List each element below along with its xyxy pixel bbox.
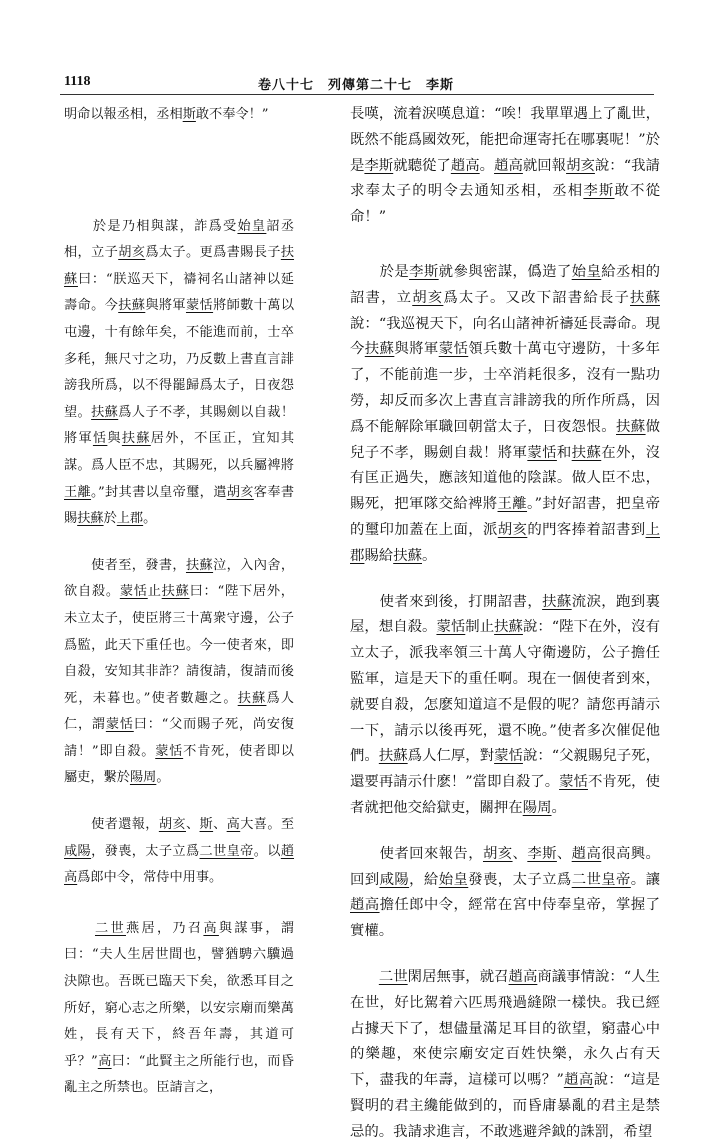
text-run: 說：“我巡視天下，向名山諸神祈禱延長壽命。現今 [350, 315, 660, 358]
text-run [350, 969, 379, 985]
text-run: 不肯死，使者就把他交給獄吏，關押在 [350, 774, 660, 816]
text-run: 使者回來報告， [350, 845, 483, 862]
text-run: 。 [479, 157, 495, 174]
right-paragraph-5 [350, 965, 660, 1145]
proper-name: 恬 [92, 431, 108, 447]
text-run: 於 [103, 511, 117, 527]
text-run: 曰：“父而賜子死，尚安復請！”即自殺。 [64, 717, 294, 759]
text-run: ，發喪，太子立爲 [91, 843, 200, 859]
text-run: 和 [556, 444, 572, 461]
proper-name: 扶蘇 [237, 690, 267, 706]
text-run: 做兒子不孝，賜劍自裁！將軍 [350, 418, 660, 461]
proper-name: 趙高 [563, 1072, 594, 1089]
text-run: 燕居，乃召 [125, 920, 204, 936]
proper-name: 高 [226, 817, 241, 833]
text-run: 爲人仁，謂 [64, 690, 294, 733]
text-run: 說：“父親賜兒子死，還要再請示什麽！”當即自殺了。 [350, 748, 660, 791]
text-run: 大喜。至 [240, 817, 295, 833]
text-run: 與將軍 [394, 341, 439, 358]
translation-text-column [350, 102, 660, 1145]
text-run: 與 [107, 431, 122, 447]
proper-name: 扶蘇 [616, 418, 646, 435]
proper-name: 二世皇帝 [571, 871, 631, 888]
text-run: 。以 [253, 843, 281, 859]
text-run: 詔丞相，立子 [64, 218, 295, 261]
proper-name: 胡亥 [118, 245, 146, 261]
proper-name: 胡亥 [482, 845, 513, 862]
proper-name: 蒙恬 [527, 444, 557, 461]
proper-name: 蒙恬 [105, 717, 134, 733]
text-run: 客奉書賜 [64, 484, 295, 527]
text-run: 在外，沒有匡正過失，應該知道他的陰謀。做人臣不忠，賜死，把軍隊交給裨將 [350, 444, 660, 513]
proper-name: 扶蘇 [118, 298, 146, 314]
text-run: 長嘆，流着淚嘆息道：“唉！我單單遇上了亂世，既然不能爲國效死，能把命運寄托在哪裏呢！”於是 [350, 106, 660, 174]
proper-name: 蒙恬 [119, 584, 148, 600]
text-run: 止 [147, 584, 162, 600]
proper-name: 二世 [94, 920, 126, 936]
left-paragraph-2 [64, 214, 294, 533]
proper-name: 陽周 [129, 770, 157, 786]
page-number: 1118 [64, 74, 91, 89]
left-paragraph-3 [64, 553, 294, 792]
text-run: 使者至，發書， [64, 557, 186, 573]
text-run: 制止 [465, 619, 495, 636]
proper-name: 蒙恬 [436, 619, 466, 636]
proper-name: 蒙恬 [438, 341, 469, 358]
proper-name: 王離 [64, 484, 92, 500]
proper-name: 蒙恬 [155, 743, 184, 759]
text-run: 曰：“朕巡天下，禱祠名山諸神以延壽命。今 [64, 271, 294, 314]
left-paragraph-5 [64, 916, 294, 1102]
proper-name: 扶蘇 [393, 547, 422, 564]
proper-name: 扶蘇 [64, 245, 295, 287]
proper-name: 胡亥 [566, 157, 595, 174]
right-paragraph-3 [350, 590, 660, 822]
text-run: 。 [551, 799, 566, 816]
text-run: 擔任郎中令，經常在宮中侍奉皇帝，掌握了實權。 [350, 897, 660, 940]
text-run: 使者來到後，打開詔書， [350, 593, 543, 610]
left-paragraph-1 [64, 102, 294, 129]
text-run: 不肯死，使者即以屬吏，繫於 [64, 743, 294, 786]
text-run: 爲人仁厚，對 [407, 748, 495, 765]
text-run: 說：“我請求奉太子的明令去通知丞相，丞相 [350, 157, 660, 200]
text-run: 於是乃相與謀，詐爲受 [64, 218, 238, 234]
proper-name: 扶蘇 [185, 557, 214, 573]
proper-name: 胡亥 [412, 289, 444, 306]
text-run: 。讓 [630, 871, 660, 888]
right-paragraph-2 [350, 260, 660, 570]
proper-name: 扶蘇 [494, 619, 523, 636]
right-paragraph-4 [350, 842, 660, 945]
proper-name: 蒙恬 [494, 748, 523, 765]
proper-name: 高 [203, 920, 219, 936]
text-run: 說：“這是賢明的君主纔能做到的，而昏庸暴亂的君主是禁忌的。我請求進言，不敢逃避斧鉞的誅罰，希望 [350, 1072, 660, 1140]
text-run: 就參與密謀，僞造了 [438, 263, 572, 280]
text-run: 。”封好詔書，把皇帝的璽印加蓋在上面，派 [350, 496, 660, 538]
proper-name: 高 [97, 1053, 112, 1069]
text-run: 。 [143, 511, 157, 527]
text-run: 給丞相的詔書，立 [350, 263, 660, 306]
text-run: 、 [185, 817, 200, 833]
text-run: 流淚，跑到裏屋，想自殺。 [350, 593, 660, 636]
text-run: 將師數十萬以屯邊，十有餘年矣，不能進而前，士卒多秏，無尺寸之功，乃反數上書直言誹謗我所爲，以不得罷歸爲太子，日夜怨望。 [64, 298, 295, 420]
proper-name: 趙高 [571, 845, 602, 862]
proper-name: 趙高 [494, 157, 523, 174]
text-run: 很高興。回到 [350, 845, 660, 888]
text-run: 與謀事，謂曰：“夫人生居世間也，譬猶騁六驥過決隙也。吾既已臨天下矣，欲悉耳目之所好，窮心志之所樂，以安宗廟而樂萬姓，長有天下，終吾年壽，其道可乎？” [64, 920, 295, 1069]
proper-name: 二世皇帝 [199, 843, 254, 859]
text-run: 敢不奉令！” [195, 107, 269, 122]
text-run: 就回報 [522, 157, 567, 174]
text-run: 就聽從了 [393, 157, 451, 174]
proper-name: 扶蘇 [364, 341, 395, 358]
proper-name: 趙高 [450, 157, 480, 174]
running-header: 卷八十七 列傳第二十七 李斯 [258, 78, 455, 93]
text-run: 領兵數十萬屯守邊防，十多年了，不能前進一步，士卒消耗很多，沒有一點功勞，却反而多次上書直言誹謗我的所作所爲，因爲不能解除軍職回朝當太子，日夜怨恨。 [350, 341, 660, 435]
text-run [64, 921, 95, 936]
proper-name: 蒙恬 [559, 774, 588, 791]
proper-name: 始皇 [438, 871, 469, 888]
text-run: 、 [213, 817, 227, 833]
proper-name: 李斯 [364, 157, 394, 174]
text-run: 、 [556, 845, 572, 862]
text-run: 居外，不匡正，宜知其謀。爲人臣不忠，其賜死，以兵屬裨將 [64, 431, 295, 473]
proper-name: 扶蘇 [571, 444, 602, 461]
text-run: 的門客捧着詔書到 [527, 521, 646, 538]
text-run: 爲太子。更爲書賜長子 [145, 245, 281, 261]
text-run: 爲郎中令，常侍中用事。 [77, 870, 223, 886]
proper-name: 陽周 [522, 799, 552, 816]
text-run: 賜給 [364, 547, 394, 564]
text-run: 爲太子。又改下詔書給長子 [443, 289, 631, 306]
proper-name: 上郡 [116, 511, 144, 527]
proper-name: 扶蘇 [378, 748, 408, 765]
text-run: 、 [512, 845, 528, 862]
proper-name: 始皇 [237, 218, 267, 234]
text-run: ，給 [409, 871, 439, 888]
proper-name: 咸陽 [379, 871, 410, 888]
text-run: 曰：“陛下居外，未立太子，使臣將三十萬衆守邊，公子爲監，此天下重任也。今一使者來，即自殺，安知其非詐？請復請，復請而後死，未暮也。”使者數趣之。 [64, 584, 294, 706]
text-run: 爲人子不孝，其賜劍以自裁！將軍 [64, 404, 295, 447]
text-run: 。 [156, 770, 170, 786]
classical-text-column [64, 102, 294, 1102]
text-run: 閑居無事，就召 [407, 968, 509, 985]
text-run: 明命以報丞相，丞相 [64, 107, 183, 122]
proper-name: 斯 [199, 817, 214, 833]
proper-name: 斯 [182, 107, 196, 122]
text-run: 與將軍 [145, 298, 186, 314]
text-run: 發喪，太子立爲 [468, 871, 572, 888]
right-paragraph-1 [350, 102, 660, 231]
text-run: 。”封其書以皇帝璽，遣 [91, 484, 227, 500]
text-run: 使者還報， [64, 817, 159, 833]
text-run: 商議事情說：“人生在世，好比駕着六匹馬飛過縫隙一樣快。我已經占據天下了，想儘量滿足耳目的欲望，窮盡心中的樂趣，來使宗廟安定百姓快樂，永久占有天下，盡我的年壽，這樣可以嗎？” [350, 968, 660, 1089]
left-paragraph-4 [64, 812, 294, 892]
text-run: 。 [422, 547, 437, 564]
proper-name: 扶蘇 [77, 511, 104, 527]
proper-name: 李斯 [527, 845, 557, 862]
proper-name: 二世 [378, 968, 408, 985]
proper-name: 扶蘇 [542, 593, 572, 610]
text-run: 於是 [350, 263, 410, 280]
text-run: 泣，入內舍，欲自殺。 [64, 557, 295, 600]
proper-name: 扶蘇 [161, 584, 190, 600]
header-rule [60, 94, 654, 95]
proper-name: 胡亥 [158, 817, 186, 833]
proper-name: 蒙恬 [185, 298, 214, 314]
proper-name: 李斯 [409, 263, 439, 280]
text-run: 曰：“此賢主之所能行也，而昏亂主之所禁也。臣請言之， [64, 1053, 294, 1096]
proper-name: 胡亥 [497, 521, 528, 538]
proper-name: 王離 [497, 496, 528, 513]
proper-name: 始皇 [571, 263, 602, 280]
text-run: 敢不從命！” [350, 183, 660, 226]
text-run: 說：“陛下在外，沒有立太子，派我率領三十萬人守衛邊防，公子擔任監軍，這是天下的重任啊。現在一個使者到來，就要自殺，怎麽知道這不是假的呢？請您再請示一下，請示以後再死，還不晚。”使者多次催促他們。 [350, 619, 660, 765]
proper-name: 李斯 [583, 183, 615, 200]
proper-name: 趙高 [350, 897, 380, 914]
proper-name: 扶蘇 [91, 404, 119, 420]
proper-name: 咸陽 [64, 843, 92, 859]
proper-name: 上郡 [350, 521, 660, 564]
proper-name: 扶蘇 [630, 289, 660, 306]
proper-name: 扶蘇 [121, 431, 151, 447]
proper-name: 胡亥 [226, 484, 254, 500]
proper-name: 趙高 [508, 968, 538, 985]
proper-name: 趙高 [64, 843, 295, 886]
